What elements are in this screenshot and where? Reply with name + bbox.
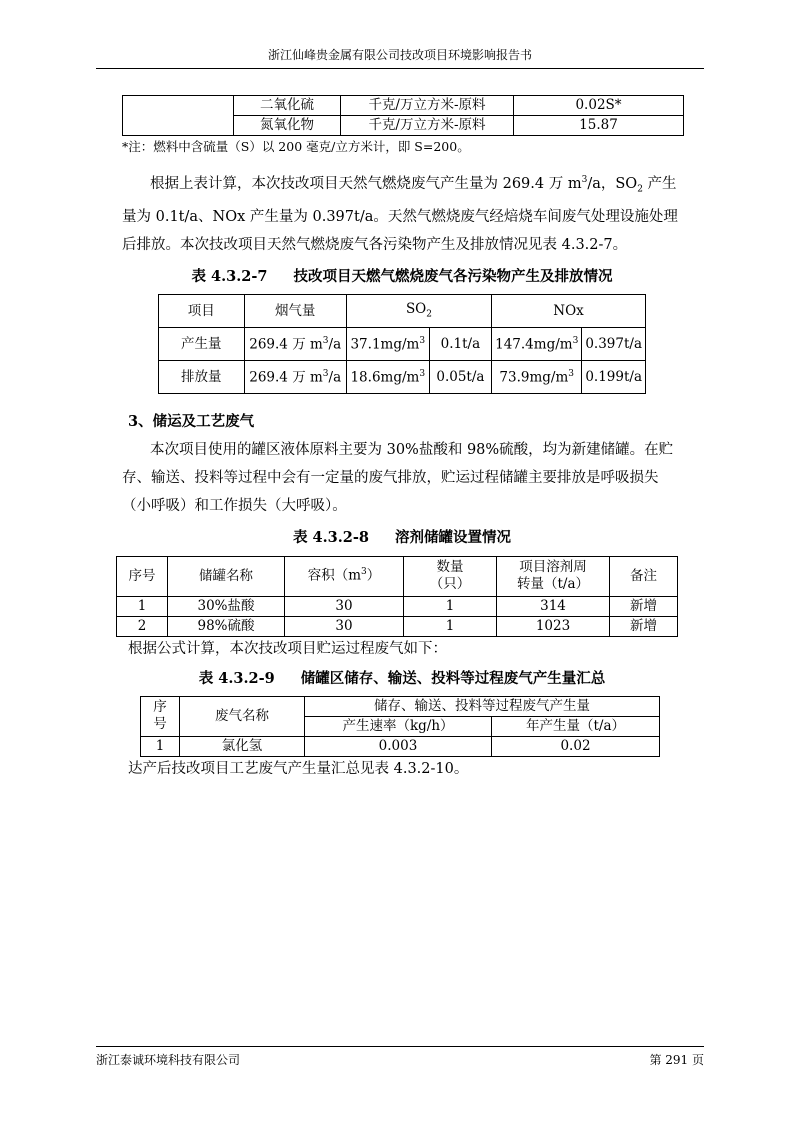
table-header-cell: 项目 bbox=[159, 295, 245, 328]
table-9-caption bbox=[122, 667, 682, 690]
table-header-cell: 储罐名称 bbox=[168, 556, 285, 596]
table-cell: 15.87 bbox=[514, 116, 684, 136]
table-row bbox=[117, 596, 678, 616]
table-8-caption bbox=[122, 526, 682, 549]
table-header-cell: 储存、输送、投料等过程废气产生量 bbox=[305, 696, 660, 716]
tank-setup-table bbox=[116, 556, 678, 637]
table-header-cell: 项目溶剂周 转量（t/a） bbox=[497, 556, 610, 596]
table-cell: 0.397t/a bbox=[582, 328, 646, 361]
table-row bbox=[117, 616, 678, 636]
table-9-title: 储罐区储存、输送、投料等过程废气产生量汇总 bbox=[300, 669, 606, 687]
table-header-cell: 序号 bbox=[117, 556, 168, 596]
page-footer bbox=[96, 1046, 704, 1068]
page-content bbox=[122, 95, 682, 781]
table-7-title: 技改项目天燃气燃烧废气各污染物产生及排放情况 bbox=[293, 268, 613, 286]
footer-page-number: 第 291 页 bbox=[649, 1053, 704, 1067]
table-cell: 氯化氢 bbox=[180, 736, 305, 756]
table-cell bbox=[123, 96, 234, 136]
paragraph-calculation: 根据上表计算，本次技改项目天然气燃烧废气产生量为 269.4 万 $m^3/a$，$SO_2$ 产生量为 0.1t/a、NOx 产生量为 0.397t/a。天然气燃烧废气经焙烧车间废气处理设施处理后排放。本次技改项目天然气燃烧废气各污染物产生及排放情况见表 4.3.2-7。 bbox=[122, 174, 678, 254]
table-cell: 二氧化硫 bbox=[234, 96, 341, 116]
table-9-number: 表 4.3.2-9 bbox=[198, 669, 275, 687]
table-cell: $147.4mg/m^3$ bbox=[492, 328, 582, 361]
table-cell: 269.4 万 $m^3/a$ bbox=[244, 361, 346, 394]
footer-company: 浙江泰诚环境科技有限公司 bbox=[96, 1053, 241, 1067]
table-cell: 0.199t/a bbox=[582, 361, 646, 394]
table-cell: 0.02S* bbox=[514, 96, 684, 116]
table-note: *注：燃料中含硫量（S）以 200 毫克/立方米计，即 S=200。 bbox=[122, 139, 470, 154]
table-cell: 1023 bbox=[497, 616, 610, 636]
table-8-title: 溶剂储罐设置情况 bbox=[395, 529, 512, 547]
table-cell: 30%盐酸 bbox=[168, 596, 285, 616]
table-cell: 30 bbox=[285, 596, 404, 616]
table-row bbox=[159, 328, 646, 361]
table-header-cell: $SO_2$ bbox=[346, 295, 491, 328]
table-header-cell: NOx bbox=[492, 295, 646, 328]
table-header-cell: 数量 （只） bbox=[404, 556, 497, 596]
tank-exhaust-summary-table bbox=[140, 696, 660, 757]
table-cell: 产生量 bbox=[159, 328, 245, 361]
header-title: 浙江仙峰贵金属有限公司技改项目环境影响报告书 bbox=[267, 48, 532, 62]
table-row bbox=[159, 295, 646, 328]
table-cell: $37.1mg/m^3$ bbox=[346, 328, 429, 361]
paragraph-formula: 根据公式计算，本次技改项目贮运过程废气如下： bbox=[128, 640, 447, 657]
table-7-number: 表 4.3.2-7 bbox=[191, 268, 268, 286]
table-cell: 2 bbox=[117, 616, 168, 636]
table-header-cell: 烟气量 bbox=[244, 295, 346, 328]
table-row bbox=[117, 556, 678, 596]
table-cell: 0.02 bbox=[492, 736, 660, 756]
table-cell: 千克/万立方米-原料 bbox=[341, 116, 514, 136]
table-cell: 0.05t/a bbox=[429, 361, 491, 394]
table-cell: 30 bbox=[285, 616, 404, 636]
table-cell: 新增 bbox=[610, 596, 678, 616]
table-cell: 千克/万立方米-原料 bbox=[341, 96, 514, 116]
table-header-cell: 容积$(m^3)$ bbox=[285, 556, 404, 596]
table-row bbox=[141, 696, 660, 716]
table-header-cell: 废气名称 bbox=[180, 696, 305, 736]
table-cell: 0.1t/a bbox=[429, 328, 491, 361]
table-header-cell: 产生速率（kg/h） bbox=[305, 716, 492, 736]
table-cell: 0.003 bbox=[305, 736, 492, 756]
table-row bbox=[159, 361, 646, 394]
paragraph-tank-area: 本次项目使用的罐区液体原料主要为 30%盐酸和 98%硫酸，均为新建储罐。在贮存、输送、投料等过程中会有一定量的废气排放，贮运过程储罐主要排放是呼吸损失（小呼吸）和工作损失（大呼吸）。 bbox=[122, 442, 674, 515]
table-cell: 269.4 万 $m^3/a$ bbox=[244, 328, 346, 361]
table-row bbox=[123, 96, 684, 116]
table-cell: 新增 bbox=[610, 616, 678, 636]
table-cell: $18.6mg/m^3$ bbox=[346, 361, 429, 394]
page-header bbox=[96, 46, 704, 69]
table-cell: $73.9mg/m^3$ bbox=[492, 361, 582, 394]
table-header-cell: 年产生量（t/a） bbox=[492, 716, 660, 736]
table-header-cell: 序 号 bbox=[141, 696, 180, 736]
table-cell: 1 bbox=[117, 596, 168, 616]
table-8-number: 表 4.3.2-8 bbox=[292, 529, 370, 547]
section-heading: 3、储运及工艺废气 bbox=[128, 413, 255, 431]
table-row bbox=[141, 736, 660, 756]
table-cell: 1 bbox=[404, 596, 497, 616]
table-cell: 1 bbox=[404, 616, 497, 636]
table-cell: 98%硫酸 bbox=[168, 616, 285, 636]
paragraph-summary-ref: 达产后技改项目工艺废气产生量汇总见表 4.3.2-10。 bbox=[128, 760, 469, 777]
table-cell: 1 bbox=[141, 736, 180, 756]
table-cell: 氮氧化物 bbox=[234, 116, 341, 136]
table-cell: 排放量 bbox=[159, 361, 245, 394]
table-7-caption bbox=[122, 265, 682, 288]
table-cell: 314 bbox=[497, 596, 610, 616]
natural-gas-emission-table bbox=[158, 294, 646, 394]
emission-factor-table bbox=[122, 95, 684, 136]
table-header-cell: 备注 bbox=[610, 556, 678, 596]
